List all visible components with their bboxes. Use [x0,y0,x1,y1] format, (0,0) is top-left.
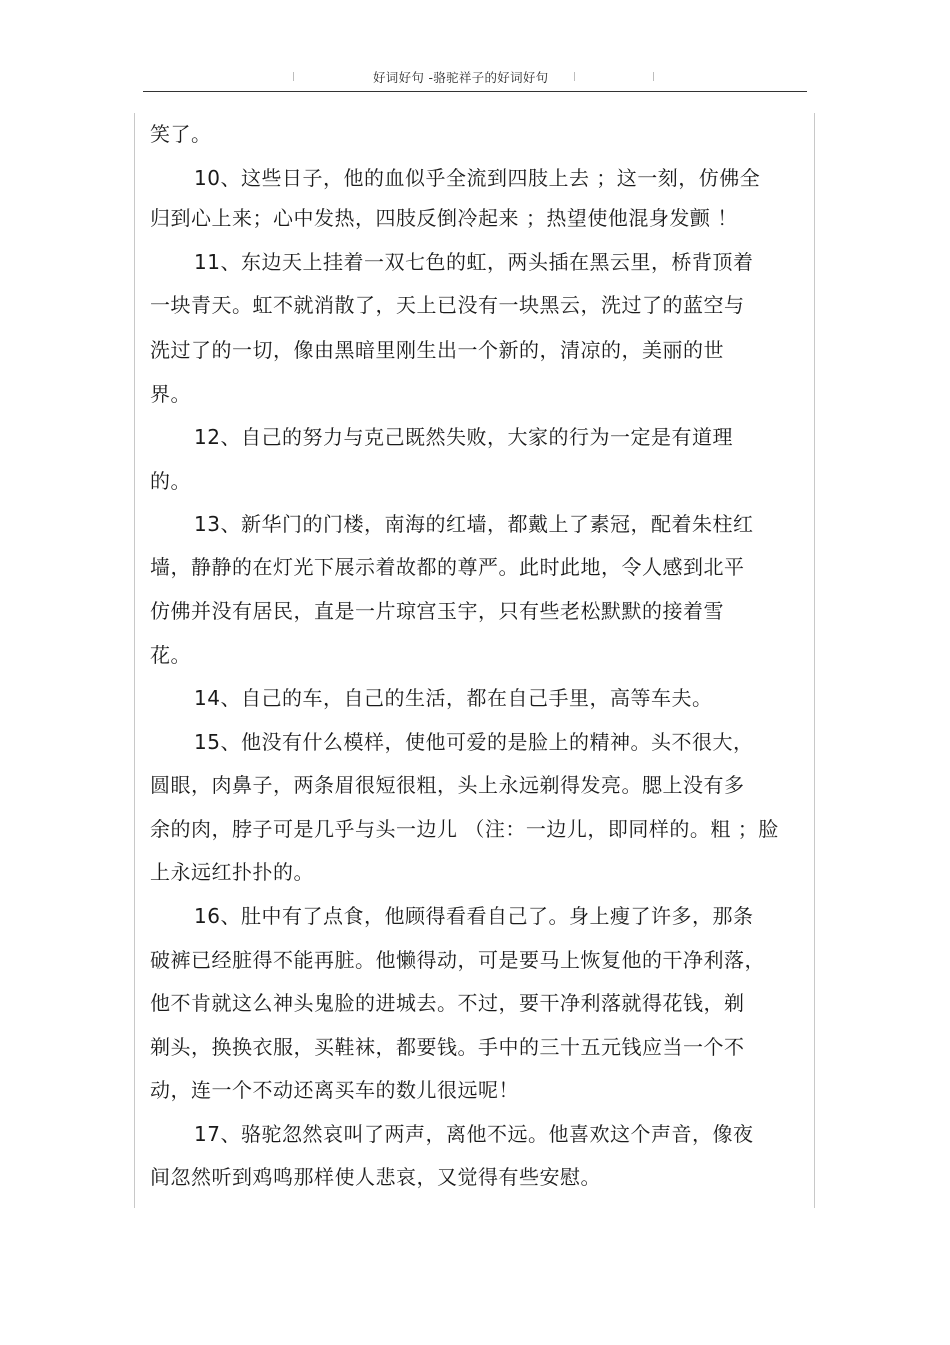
text-line: 13、新华门的门楼，南海的红墙，都戴上了素冠，配着朱柱红 [194,512,754,536]
text-line: 动，连一个不动还离买车的数儿很远呢！ [150,1078,519,1102]
text-line: 界。 [150,382,191,406]
text-line: 16、肚中有了点食，他顾得看看自己了。身上瘦了许多，那条 [194,904,754,928]
header-tick-right [653,72,654,81]
text-line: 15、他没有什么模样，使他可爱的是脸上的精神。头不很大， [194,730,754,754]
text-line: 余的肉，脖子可是几乎与头一边儿 （注：一边儿，即同样的。粗 ；脸 [150,817,779,841]
text-line: 12、自己的努力与克己既然失败，大家的行为一定是有道理 [194,425,733,449]
text-line: 笑了。 [150,122,212,146]
frame-left-border [134,113,135,1208]
text-line: 洗过了的一切，像由黑暗里刚生出一个新的，清凉的，美丽的世 [150,338,724,362]
text-line: 他不肯就这么神头鬼脸的进城去。不过，要干净利落就得花钱，剃 [150,991,745,1015]
text-line: 14、自己的车，自己的生活，都在自己手里，高等车夫。 [194,686,713,710]
text-line: 上永远红扑扑的。 [150,860,314,884]
text-line: 17、骆驼忽然哀叫了两声，离他不远。他喜欢这个声音，像夜 [194,1122,754,1146]
text-line: 墙，静静的在灯光下展示着故都的尊严。此时此地，令人感到北平 [150,555,745,579]
page-header [143,58,807,92]
text-line: 仿佛并没有居民，直是一片琼宫玉宇，只有些老松默默的接着雪 [150,599,724,623]
text-line: 的。 [150,469,191,493]
text-line: 10、这些日子，他的血似乎全流到四肢上去 ；这一刻，仿佛全 [194,166,761,190]
text-line: 花。 [150,643,191,667]
header-rule [143,91,807,92]
header-title: 好词好句 -骆驼祥子的好词好句 [373,70,549,85]
text-line: 圆眼，肉鼻子，两条眉很短很粗，头上永远剃得发亮。腮上没有多 [150,773,745,797]
header-tick-mid [574,72,575,81]
text-line: 归到心上来；心中发热，四肢反倒冷起来 ；热望使他混身发颤 ！ [150,206,738,230]
text-line: 11、东边天上挂着一双七色的虹，两头插在黑云里，桥背顶着 [194,250,754,274]
text-line: 间忽然听到鸡鸣那样使人悲哀，又觉得有些安慰。 [150,1165,601,1189]
text-line: 一块青天。虹不就消散了，天上已没有一块黑云，洗过了的蓝空与 [150,293,745,317]
frame-right-border [814,113,815,1208]
text-line: 剃头，换换衣服，买鞋袜，都要钱。手中的三十五元钱应当一个不 [150,1035,745,1059]
text-line: 破裤已经脏得不能再脏。他懒得动，可是要马上恢复他的干净利落， [150,948,765,972]
header-tick-left [293,72,294,81]
